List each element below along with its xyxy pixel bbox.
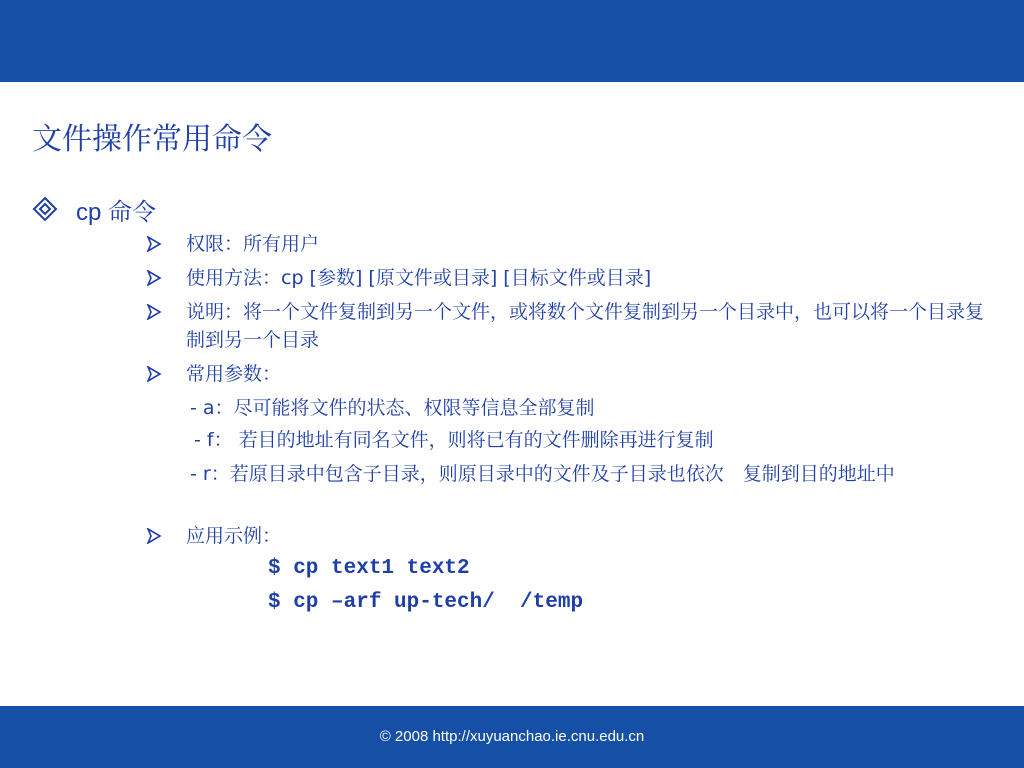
bullet-item bbox=[146, 264, 986, 292]
slide-title: 文件操作常用命令 bbox=[32, 122, 272, 157]
header-band bbox=[0, 0, 1024, 82]
bullet-item bbox=[146, 230, 986, 258]
heading-item bbox=[32, 192, 156, 226]
arrow-bullet-icon bbox=[146, 366, 162, 382]
arrow-bullet-icon bbox=[146, 528, 162, 544]
param-a: - a：尽可能将文件的状态、权限等信息全部复制 bbox=[190, 397, 595, 419]
footer-band bbox=[0, 706, 1024, 768]
bullet-item bbox=[146, 298, 986, 354]
arrow-bullet-icon bbox=[146, 304, 162, 320]
bullet-text: 说明：将一个文件复制到另一个文件，或将数个文件复制到另一个目录中，也可以将一个目录复制到另一个目录 bbox=[186, 301, 985, 351]
bullet-item bbox=[146, 360, 986, 388]
footer-text: © 2008 http://xuyuanchao.ie.cnu.edu.cn bbox=[379, 728, 645, 745]
bullet-item bbox=[146, 522, 986, 550]
param-f: - f： 若目的地址有同名文件，则将已有的文件删除再进行复制 bbox=[194, 429, 714, 451]
bullet-text: 使用方法：cp [参数] [原文件或目录] [目标文件或目录] bbox=[186, 267, 652, 289]
param-r: - r：若原目录中包含子目录，则原目录中的文件及子目录也依次 复制到目的地址中 bbox=[190, 463, 895, 485]
bullet-text: 应用示例： bbox=[186, 525, 282, 547]
code-example: $ cp text1 text2 bbox=[268, 557, 470, 580]
arrow-bullet-icon bbox=[146, 270, 162, 286]
code-example: $ cp –arf up-tech/ /temp bbox=[268, 591, 584, 614]
heading-label: cp 命令 bbox=[76, 198, 157, 226]
bullet-text: 权限：所有用户 bbox=[186, 233, 320, 255]
bullet-text: 常用参数： bbox=[186, 363, 282, 385]
diamond-bullet-icon bbox=[32, 196, 58, 222]
arrow-bullet-icon bbox=[146, 236, 162, 252]
